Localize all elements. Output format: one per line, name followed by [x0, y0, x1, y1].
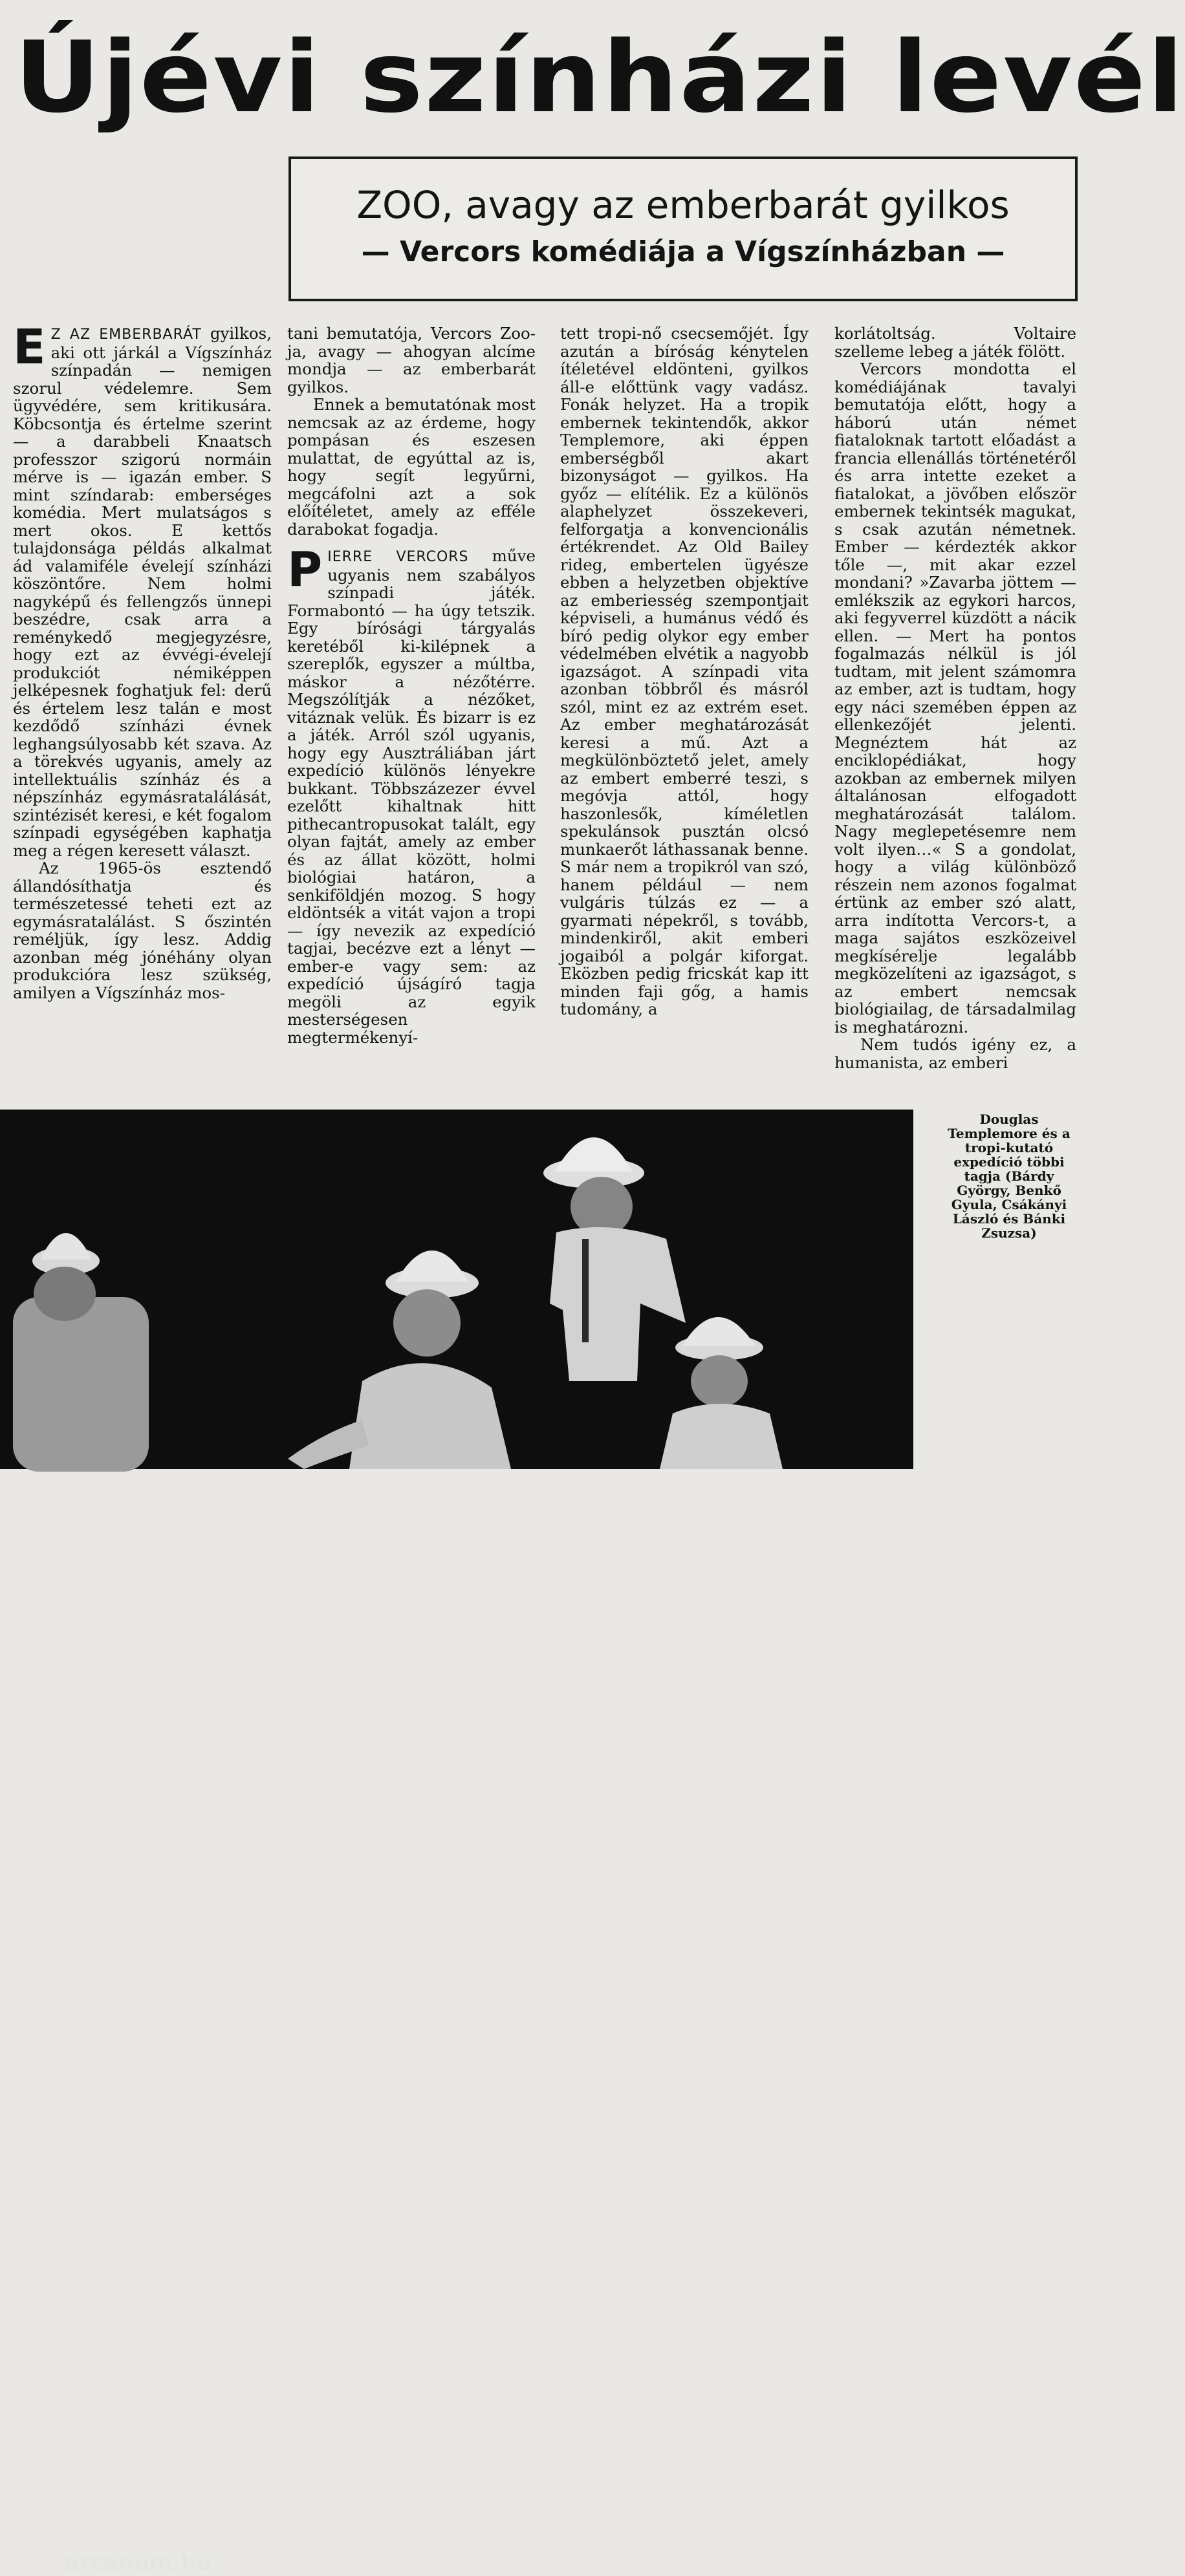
paragraph: Nem tudós igény ez, a humanista, az emberi	[834, 1035, 1076, 1072]
paragraph: tani bemutatója, Vercors Zoo-ja, avagy — ahogyan alcíme mondja — az emberbarát gyilkos.	[287, 324, 536, 396]
paragraph	[287, 542, 536, 1047]
lead-in: IERRE VERCORS	[327, 549, 469, 565]
article-column-4	[834, 325, 1076, 1071]
page-headline: Újévi színházi levél	[14, 20, 1185, 134]
paragraph	[13, 319, 272, 860]
paragraph-text: műve ugyanis nem szabályos színpadi játék. Formabontó — ha úgy tetszik. Egy bírósági tárgyalás keretéből ki-kilépnek a szereplők, egyszer a múltba, máskor a nézőtérre. Megszólítják a nézőket, vitáznak velük. És bizarr is ez a játék. Arról szól ugyanis, hogy egy Ausztráliában járt expedíció különös lényekre bukkant. Többszázezer évvel ezelőtt kihaltnak hitt pithecantropusokat talált, egy olyan fajtát, amely az ember és az állat között, holmi biológiai határon, a senkiföldjén mozog. S hogy eldöntsék a vitát vajon a tropi — így nevezik az expedíció tagjai, becézve ezt a lényt — ember-e vagy sem: az expedíció újságíró tagja megöli az egyik mesterségesen megtermékenyí-	[287, 546, 536, 1047]
lead-in: Z AZ EMBERBARÁT	[50, 327, 202, 343]
article-column-2	[287, 325, 536, 1046]
watermark-text: arcanum.hu	[65, 2550, 212, 2576]
paragraph: Az 1965-ös esztendő állandósíthatja és természetessé teheti ezt az egymásratalálást. S őszintén reméljük, így lesz. Addig azonban még jónéhány olyan produkcióra lesz szükség, amilyen a Vígszínház mos-	[13, 859, 272, 1002]
article-column-1	[13, 319, 272, 1002]
article-column-3	[560, 325, 809, 1018]
drop-cap: P	[287, 542, 323, 597]
subheadline-title: ZOO, avagy az emberbarát gyilkos	[356, 183, 1010, 227]
paragraph: Vercors mondotta el komédiájának tavalyi bemutatója előtt, hogy a háború után német fiataloknak tartott előadást a francia ellenállás történetéről és arra intette ezeket a fiatalokat, a jövőben először embernek tekintsék magukat, s csak azután németnek. Ember — kérdezték akkor tőle —, mit akar ezzel mondani? »Zavarba jöttem — emlékszik az egykori harcos, aki fegyverrel küzdött a nácik ellen. — Mert ha pontos fogalmazás nélkül is jól tudtam, mit jelent számomra az ember, azt is tudtam, hogy egy náci szemében éppen az ellenkezőjét jelenti. Megnéztem hát az enciklopédiákat, hogy azokban az embernek milyen általánosan elfogadott meghatározását találom. Nagy meglepetésemre nem volt ilyen…« S a gondolat, hogy a világ különböző részein nem azonos fogalmat értünk az ember szó alatt, arra indította Vercors-t, a maga sajátos eszközeivel megkísérelje legalább megközelíteni az igazságot, s az embert nemcsak biológiailag, de társadalmilag is meghatározni.	[834, 360, 1076, 1036]
paragraph: Ennek a bemutatónak most nemcsak az az érdeme, hogy pompásan és eszesen mulattat, de egyúttal az is, hogy segít legyűrni, megcáfolni azt a sok előítéletet, amely az efféle darabokat fogadja.	[287, 395, 536, 539]
photo-caption: Douglas Templemore és a tropi-kutató expedíció többi tagja (Bárdy György, Benkő Gyula, Csákányi László és Bánki Zsuzsa)	[948, 1111, 1071, 1241]
paragraph: tett tropi-nő csecsemőjét. Így azután a bíróság kénytelen ítéletével eldönteni, gyilkos áll-e előttünk vagy vadász. Fonák helyzet. Ha a tropik embernek tekintendők, akkor Templemore, aki éppen emberségből akart bizonyságot — gyilkos. Ha győz — elítélik. Ez a különös alaphelyzet összekeveri, felforgatja a konvencionális értékrendet. Az Old Bailey rideg, embertelen ügyésze ebben a helyzetben objektíve az emberiesség szempontjait képviseli, a humánus védő és bíró pedig olykor egy ember védelmében elvétik a nagyobb igazságot. A színpadi vita azonban többről és másról szól, mint ez az extrém eset. Az ember meghatározását keresi a mű. Azt a megkülönböztető jelet, amely az embert emberré teszi, s megóvja attól, hogy haszonlesők, kíméletlen spekulánsok pusztán olcsó munkaerőt láthassanak benne. S már nem a tropikról van szó, hanem például — nem vulgáris túlzás ez — a gyarmati népekről, s tovább, mindenkiről, akit emberi jogaiból a polgár kiforgat. Eközben pedig fricskát kap itt minden faji gőg, a hamis tudomány, a	[560, 324, 809, 1018]
stage-photo-illustration	[0, 1110, 913, 1469]
paragraph: korlátoltság. Voltaire szelleme lebeg a játék fölött.	[834, 324, 1076, 361]
stage-photo	[0, 1110, 913, 2576]
subheadline-box	[288, 156, 1078, 301]
paragraph-text: gyilkos, aki ott járkál a Vígszínház színpadán — nemigen szorul védelemre. Sem ügyvédére, sem kritikusára. Köbcsontja és értelme szerint — a darabbeli Knaatsch professzor szigorú normáin mérve is — igazán ember. S mint színdarab: emberséges komédia. Mert mulatságos s mert okos. E kettős tulajdonsága példás alkalmat ád valamiféle évelejí színházi köszöntőre. Nem holmi nagyképű és fellengzős ünnepi beszédre, csak arra a reménykedő megjegyzésre, hogy ezt az évvégi-évelejí produkciót némiképpen jelképesnek foghatjuk fel: derű és értelem lesz talán e most kezdődő színházi évnek leghangsúlyosabb két szava. Az a törekvés ugyanis, amely az intellektuális színház és a népszínház egymásratalálását, szintézisét keresi, e két fogalom színpadi egységében kaphatja meg a régen keresett választ.	[13, 324, 272, 860]
drop-cap: E	[13, 319, 46, 375]
subheadline-subtitle: — Vercors komédiája a Vígszínházban —	[361, 235, 1005, 268]
